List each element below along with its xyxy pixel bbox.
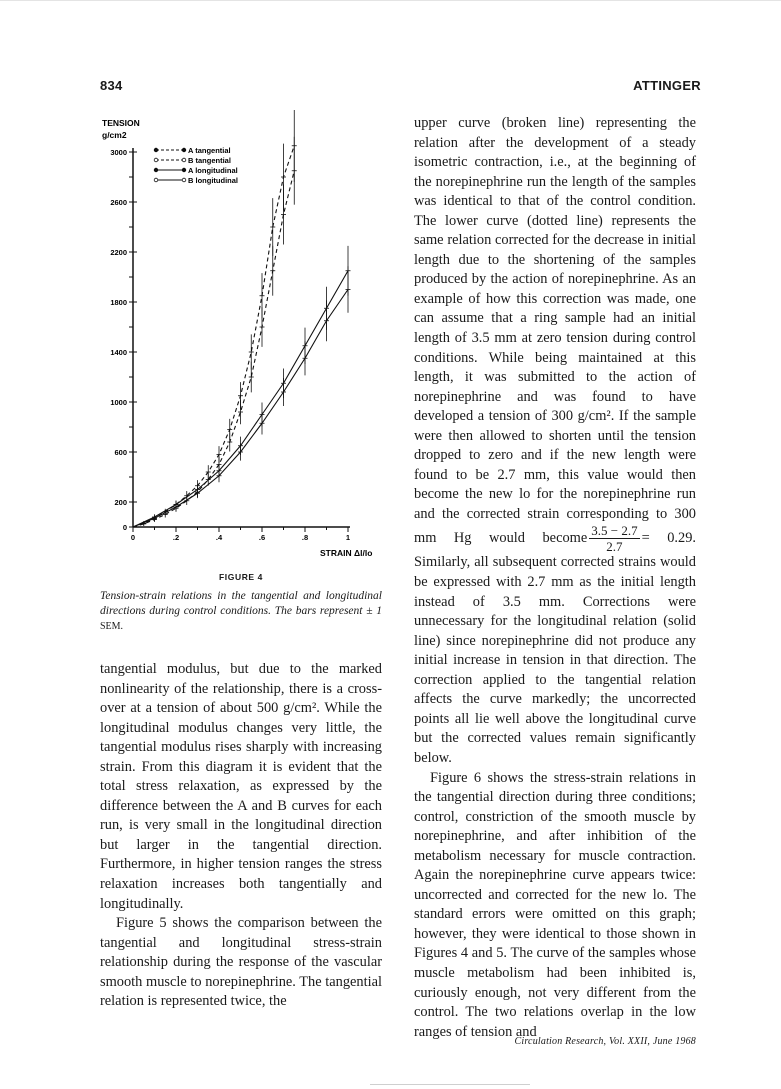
legend-marker-end — [182, 168, 186, 172]
y-tick-label: 1800 — [110, 298, 127, 307]
strain-equation — [589, 524, 639, 553]
legend-marker-end — [182, 148, 186, 152]
right-column — [414, 114, 696, 1042]
y-axis-label: TENSION — [102, 118, 140, 128]
y-tick-label: 2200 — [110, 248, 127, 257]
legend-marker-start — [154, 178, 158, 182]
legend-label: A tangential — [188, 146, 231, 155]
y-tick-label: 0 — [122, 523, 127, 532]
y-tick-label: 1400 — [110, 348, 127, 357]
page-number: 834 — [100, 78, 123, 93]
x-tick-label: .8 — [301, 533, 309, 542]
y-tick-label: 3000 — [110, 148, 127, 157]
journal-footer: Circulation Research, Vol. XXII, June 1968 — [514, 1036, 696, 1047]
figure-caption — [100, 589, 382, 634]
right-paragraph-1 — [414, 114, 696, 769]
x-tick-label: 0 — [130, 533, 136, 542]
y-axis-units: g/cm2 — [102, 130, 127, 140]
figure-caption-sem: SEM. — [100, 621, 124, 632]
x-tick-label: .2 — [172, 533, 180, 542]
y-tick-label: 600 — [114, 448, 127, 457]
y-tick-label: 2600 — [110, 198, 127, 207]
x-tick-label: .4 — [215, 533, 223, 542]
legend-label: A longitudinal — [188, 166, 238, 175]
top-rule — [0, 0, 781, 1]
left-paragraph-1: tangential modulus, but due to the marked nonlinearity of the relationship, there is a cross-over at a tension of about 500 g/cm². While the longitudinal modulus changes very little, the tangential modulus rises sharply with increasing strain. From this diagram it is evident that the total stress relaxation, as expressed by the difference between the A and B curves for each run, is very small in the longitudinal direction but larger in the tangential direction. Furthermore, in higher tension ranges the stress relaxation increases both tangentially and longitudinally. — [100, 661, 382, 912]
legend-marker-start — [154, 148, 158, 152]
left-paragraph-2: Figure 5 shows the comparison between the tangential and longitudinal stress-strain relationship during the response of the vascular smooth muscle to norepinephrine. The tangential relation is represented twice, the — [100, 915, 382, 1010]
series-line — [133, 171, 294, 527]
figure-4-chart — [100, 110, 385, 570]
x-axis-label: STRAIN Δl/lo — [320, 548, 373, 558]
right-paragraph-1-part-b: = 0.29. Similarly, all subsequent corrected strains would be expressed with 2.7 mm as the initial length instead of 3.5 mm. Corrections were unnecessary for the longitudinal relation (solid line) since norepinephrine did not produce any initial increase in tension in that direction. The correction applied to the tangential relation affects the curve markedly; the uncorrected points all lie well above the longitudinal curve but the corrected values remain significantly below. — [414, 530, 696, 766]
legend-marker-start — [154, 158, 158, 162]
running-title: ATTINGER — [633, 78, 701, 93]
y-tick-label: 200 — [114, 498, 127, 507]
y-tick-label: 1000 — [110, 398, 127, 407]
legend-marker-end — [182, 178, 186, 182]
x-tick-label: .6 — [258, 533, 266, 542]
equation-denominator: 2.7 — [606, 539, 623, 555]
left-column — [100, 660, 382, 1012]
figure-title: FIGURE 4 — [218, 572, 263, 582]
legend-marker-start — [154, 168, 158, 172]
right-paragraph-1-part-a: upper curve (broken line) representing the relation after the development of a steady isometric contraction, i.e., at the beginning of the norepinephrine run the length of the samples was identical to that of the control condition. The lower curve (dotted line) represents the same relation corrected for the decrease in initial length due to the shortening of the samples produced by the action of norepinephrine. As an example of how this correction was made, one can assume that a ring sample had an initial length of 3.5 mm at zero tension during control conditions. While being maintained at this length, it was submitted to the action of norepinephrine and was found to have developed a tension of 300 g/cm². If the sample were then allowed to shorten until the tension dropped to zero and if the new length were found to be 2.7 mm, this value would then become the new lo for the norepinephrine run and the corrected strain corresponding to 300 mm Hg would become — [414, 115, 696, 547]
equation-numerator: 3.5 − 2.7 — [591, 523, 638, 539]
bottom-rule — [370, 1084, 530, 1085]
legend-label: B longitudinal — [188, 176, 238, 185]
x-tick-label: 1 — [345, 533, 351, 542]
legend-marker-end — [182, 158, 186, 162]
series-line — [133, 146, 294, 527]
figure-caption-text: Tension-strain relations in the tangential and longitudinal directions during control conditions. The bars represent ± 1 — [100, 590, 382, 617]
right-paragraph-2: Figure 6 shows the stress-strain relations in the tangential direction during three conditions; control, constriction of the smooth muscle by norepinephrine, and after inhibition of the metabolism necessary for muscle contraction. Again the norepinephrine curve appears twice: uncorrected and corrected for the new lo. The standard errors were omitted on this graph; however, they were identical to those shown in Figures 4 and 5. The curve of the samples whose muscle metabolism had been inhibited is, curiously enough, not very different from the control. The two relations overlap in the low ranges of tension and — [414, 769, 696, 1040]
legend-label: B tangential — [188, 156, 231, 165]
